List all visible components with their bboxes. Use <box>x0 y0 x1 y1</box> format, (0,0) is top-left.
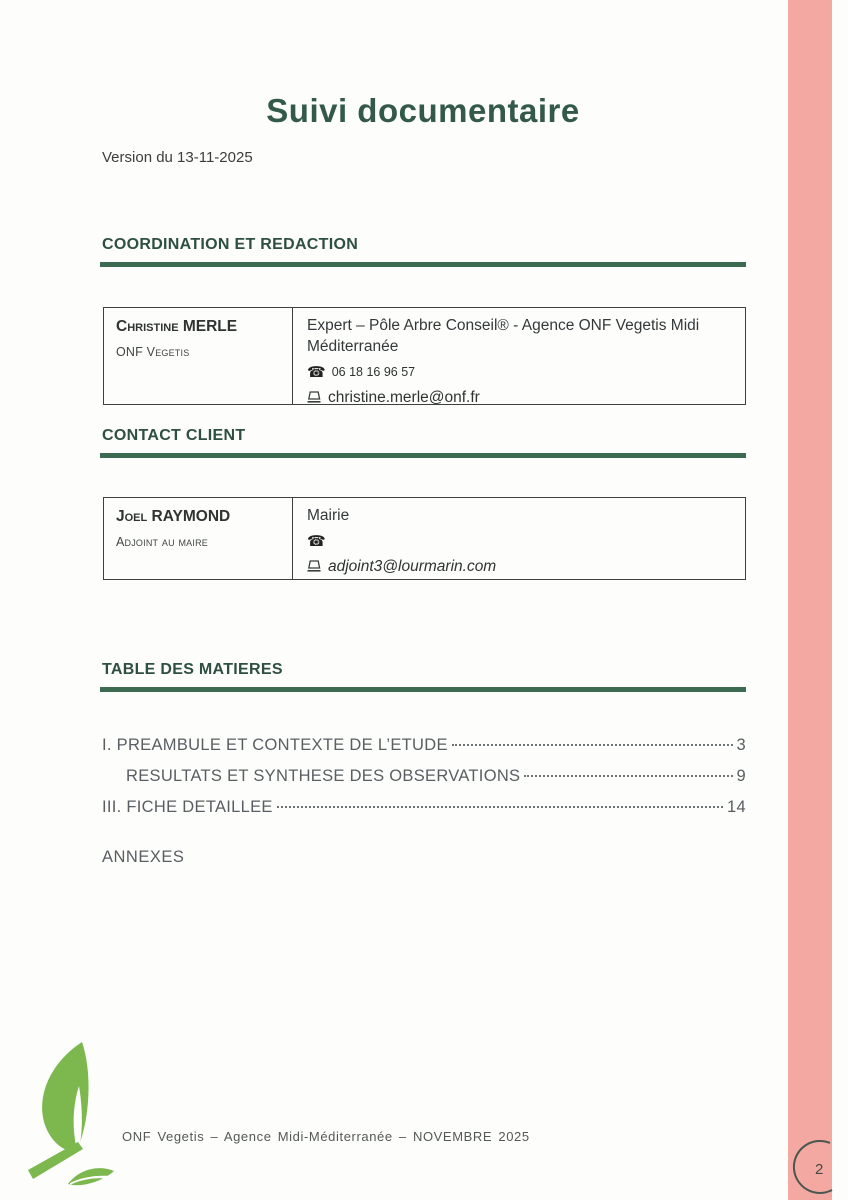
contact-person-cell <box>104 498 293 579</box>
pink-side-band <box>788 0 832 1200</box>
phone-line <box>307 365 735 380</box>
phone-number: 06 18 16 96 57 <box>331 365 416 380</box>
coordination-person-cell <box>104 308 293 404</box>
person-last-name: RAYMOND <box>151 508 231 525</box>
email-address: adjoint3@lourmarin.com <box>328 557 497 575</box>
contact-heading: CONTACT CLIENT <box>102 427 246 444</box>
coordination-divider-bar <box>100 262 746 267</box>
person-name <box>116 318 284 336</box>
footer-text: ONF Vegetis – Agence Midi-Méditerranée – NOVEMBRE 2025 <box>122 1129 530 1144</box>
contact-divider-bar <box>100 453 746 458</box>
phone-line <box>307 534 735 549</box>
person-role: Mairie <box>307 507 350 524</box>
contact-table <box>103 497 746 580</box>
coordination-table <box>103 307 746 405</box>
coordination-heading: COORDINATION ET REDACTION <box>102 236 359 253</box>
person-org: Adjoint au maire <box>116 535 208 549</box>
toc-heading: TABLE DES MATIERES <box>102 661 283 678</box>
annexes-label: ANNEXES <box>102 848 185 866</box>
toc-entry <box>102 767 746 787</box>
toc-entry-label: RESULTATS ET SYNTHESE DES OBSERVATIONS <box>126 767 521 785</box>
toc-dot-leader <box>277 806 723 808</box>
toc-entry-label: III. FICHE DETAILLEE <box>102 798 273 816</box>
phone-icon: ☎ <box>307 532 326 550</box>
toc-divider-bar <box>100 687 746 692</box>
contact-details-cell <box>293 498 745 579</box>
person-last-name: MERLE <box>182 318 238 335</box>
toc-entry <box>102 736 746 756</box>
email-line <box>307 389 735 407</box>
toc-entry-page: 14 <box>727 798 746 816</box>
page-title: Suivi documentaire <box>266 92 580 129</box>
page-number-badge <box>778 1134 848 1200</box>
toc-entry-page: 9 <box>736 767 746 785</box>
email-line <box>307 558 735 576</box>
onf-leaf-logo <box>20 1036 120 1194</box>
toc-entry-label: I. PREAMBULE ET CONTEXTE DE L’ETUDE <box>102 736 448 754</box>
page-number: 2 <box>815 1161 824 1178</box>
person-org: ONF Vegetis <box>116 345 190 359</box>
phone-icon: ☎ <box>307 363 326 381</box>
table-of-contents <box>102 736 746 829</box>
coordination-details-cell <box>293 308 745 404</box>
person-first-name: Christine <box>116 318 179 335</box>
toc-dot-leader <box>524 775 732 777</box>
version-label: Version du 13-11-2025 <box>102 149 253 166</box>
person-role: Expert – Pôle Arbre Conseil® - Agence ONF Vegetis Midi Méditerranée <box>307 317 700 355</box>
toc-entry-page: 3 <box>736 736 746 754</box>
email-address: christine.merle@onf.fr <box>328 388 480 406</box>
toc-entry <box>102 798 746 818</box>
laptop-icon <box>307 560 322 573</box>
laptop-icon <box>307 391 322 404</box>
toc-dot-leader <box>452 744 733 746</box>
person-first-name: Joel <box>116 508 148 525</box>
person-name <box>116 508 284 526</box>
